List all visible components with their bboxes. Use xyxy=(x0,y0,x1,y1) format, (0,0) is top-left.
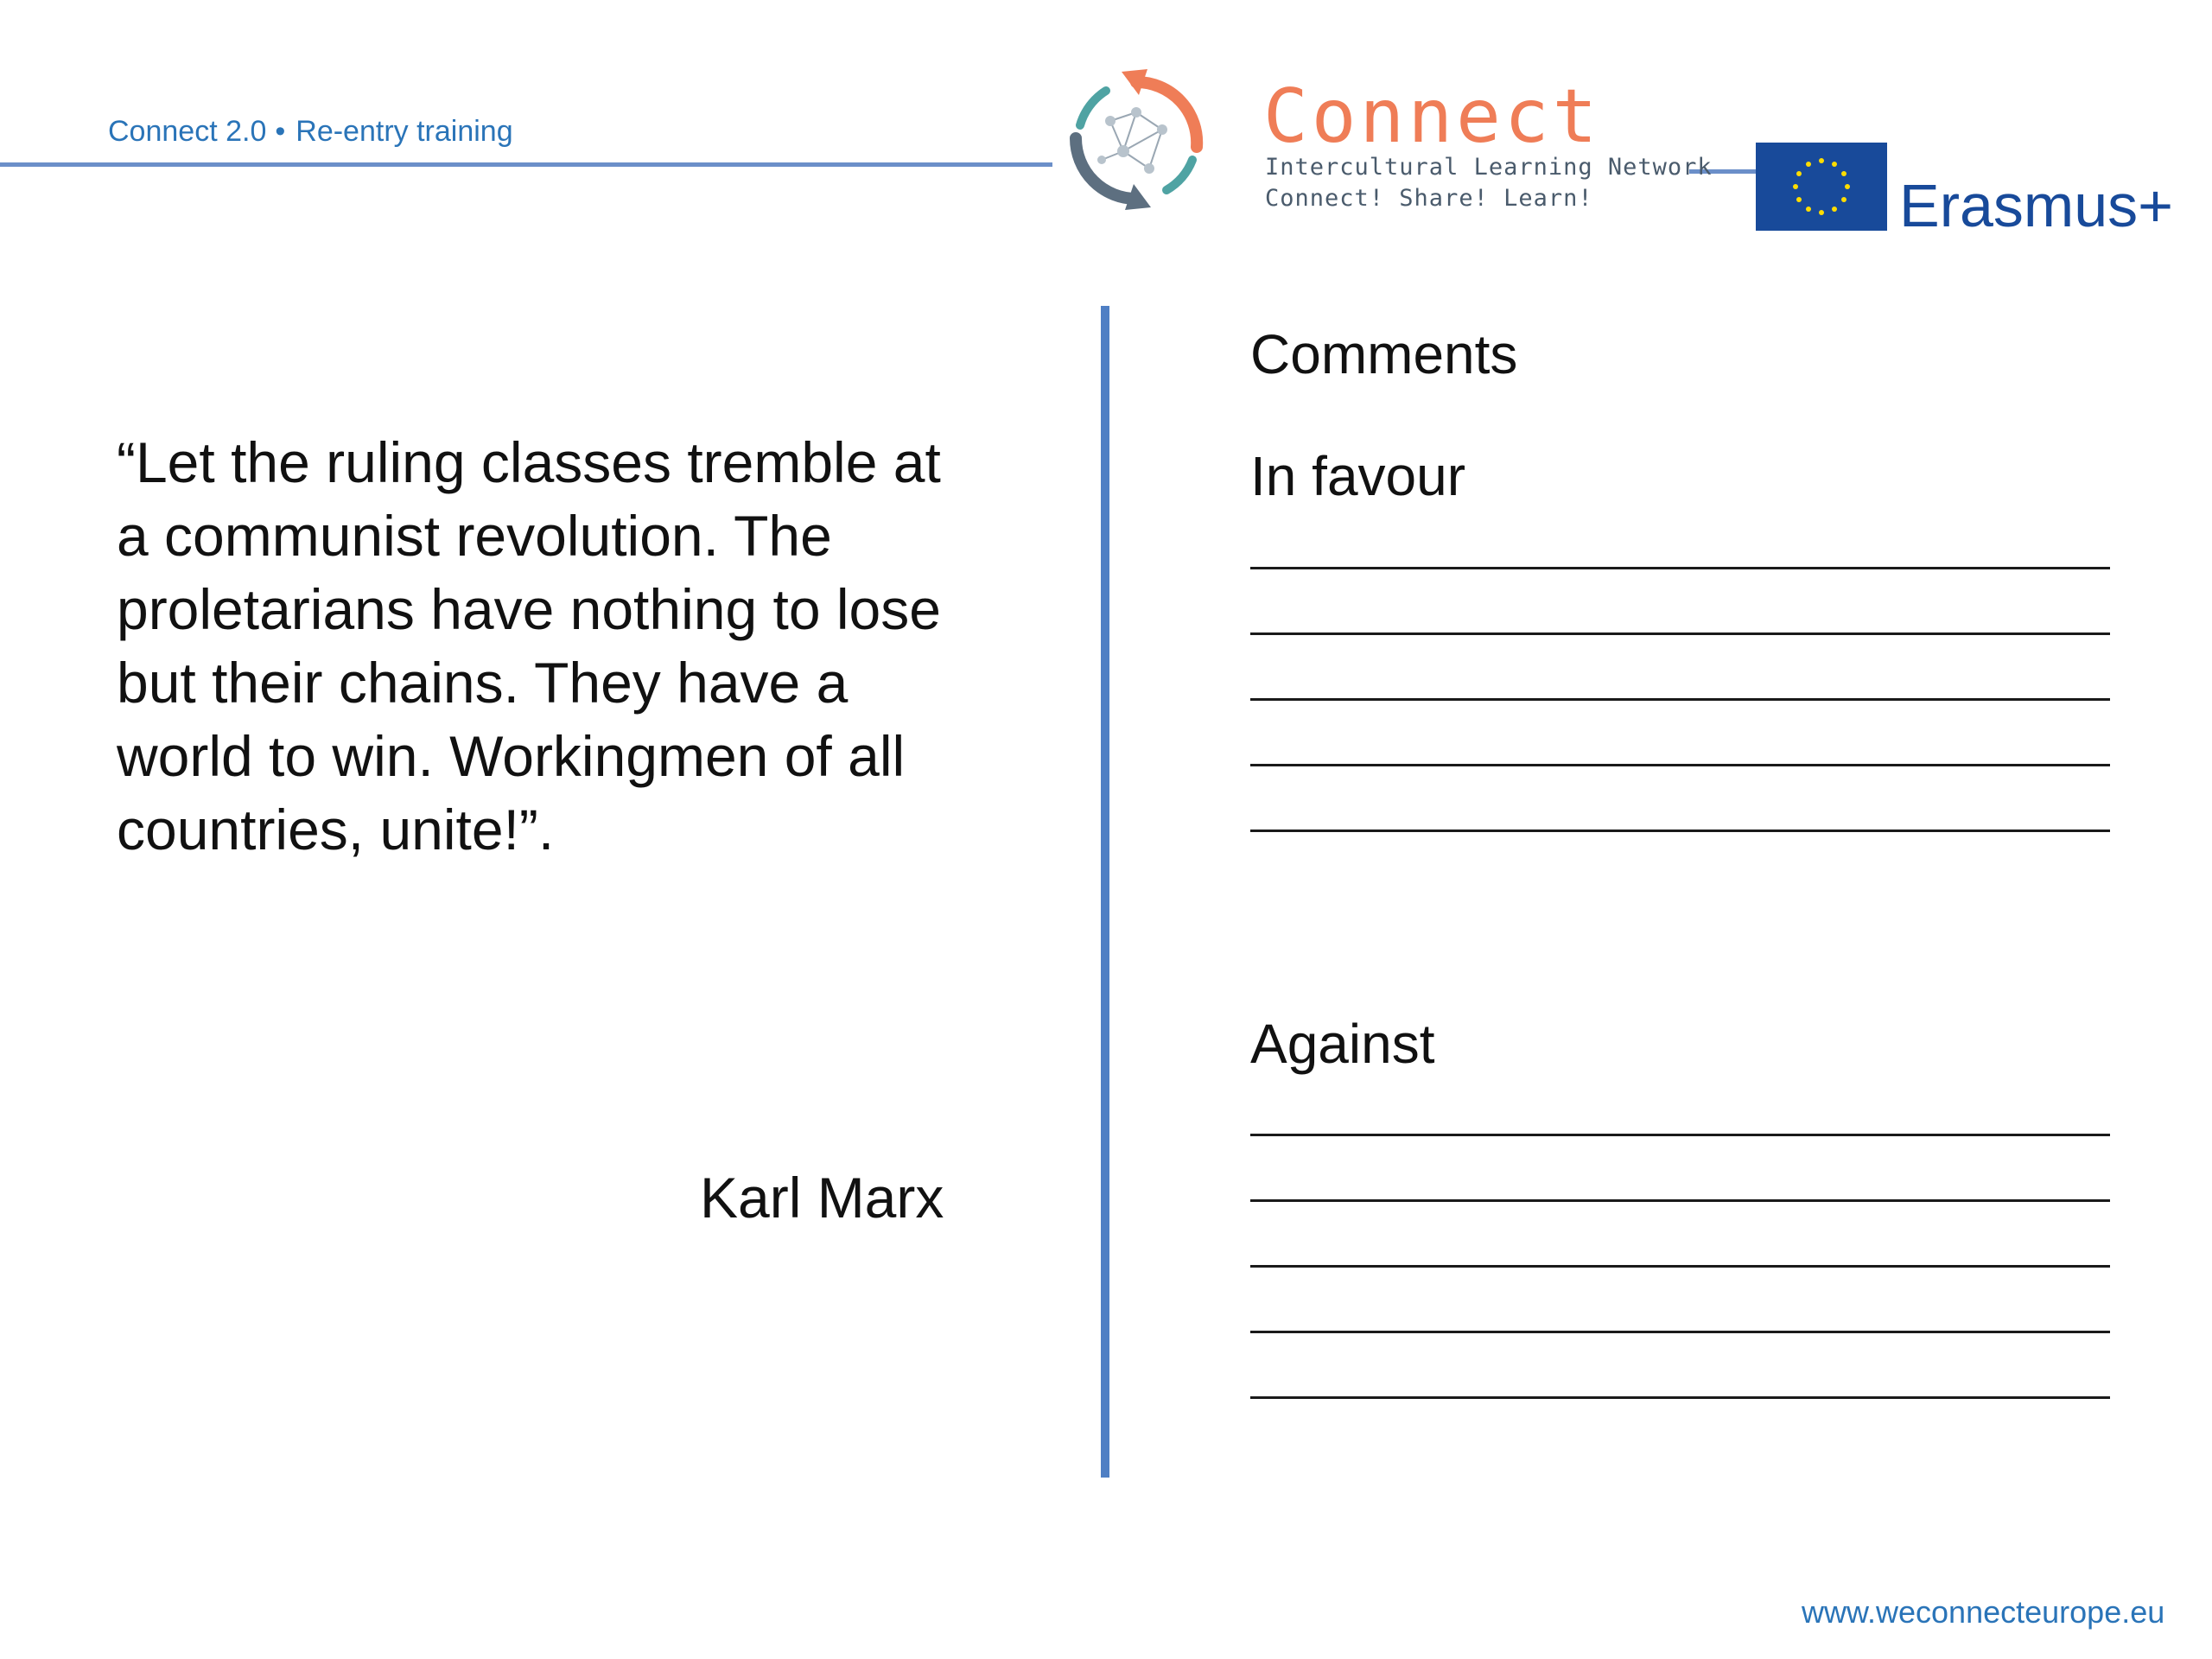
connect-logo-tagline: Connect! Share! Learn! xyxy=(1265,185,1593,212)
erasmus-logo-text: Erasmus+ xyxy=(1899,172,2174,239)
connect-logo-title: Connect xyxy=(1263,73,1601,160)
against-write-line xyxy=(1250,1265,2110,1268)
against-write-line xyxy=(1250,1331,2110,1333)
footer-url: www.weconnecteurope.eu xyxy=(1802,1594,2165,1630)
comments-heading: Comments xyxy=(1250,323,1518,385)
connect-network-icon xyxy=(1054,65,1218,212)
connect-logo-subtitle: Intercultural Learning Network xyxy=(1265,154,1713,181)
against-write-line xyxy=(1250,1396,2110,1399)
header-breadcrumb xyxy=(108,115,513,149)
in-favour-write-line xyxy=(1250,698,2110,701)
separator-dot: • xyxy=(275,115,286,148)
against-write-line xyxy=(1250,1199,2110,1202)
program-name: Connect 2.0 xyxy=(108,115,267,148)
quote-author: Karl Marx xyxy=(700,1166,944,1230)
training-name: Re-entry training xyxy=(296,115,513,148)
in-favour-write-line xyxy=(1250,632,2110,635)
header-rule-left xyxy=(0,162,1052,167)
in-favour-write-line xyxy=(1250,830,2110,832)
quote-text: “Let the ruling classes tremble at a communist revolution. The proletarians have nothing to lose but their chains. They have a world to win. Workingmen of all countries, unite!”. xyxy=(117,430,941,861)
in-favour-label: In favour xyxy=(1250,445,1466,507)
eu-flag-icon xyxy=(1756,143,1887,231)
in-favour-write-line xyxy=(1250,764,2110,766)
in-favour-write-line xyxy=(1250,567,2110,569)
against-label: Against xyxy=(1250,1013,1435,1075)
against-write-line xyxy=(1250,1134,2110,1136)
vertical-divider xyxy=(1101,306,1109,1478)
